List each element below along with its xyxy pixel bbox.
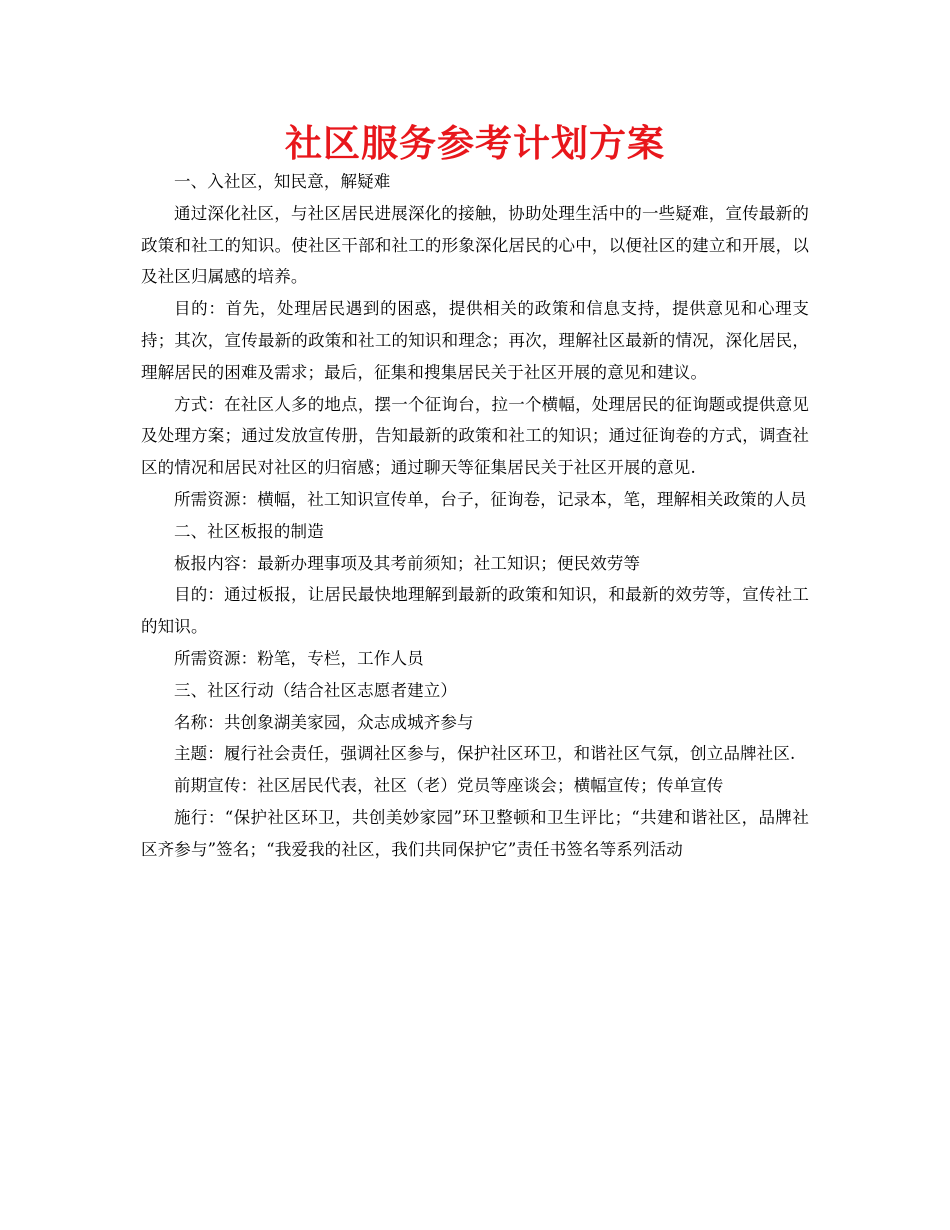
page-title: 社区服务参考计划方案 bbox=[285, 122, 665, 165]
paragraph-action-theme: 主题：履行社会责任，强调社区参与，保护社区环卫，和谐社区气氛，创立品牌社区. bbox=[174, 744, 796, 764]
paragraph-publicity: 前期宣传：社区居民代表，社区（老）党员等座谈会；横幅宣传；传单宣传 bbox=[174, 776, 724, 796]
section-heading-1: 一、入社区，知民意，解疑难 bbox=[174, 172, 391, 191]
paragraph-method: 方式：在社区人多的地点，摆一个征询台，拉一个横幅，处理居民的征询题或提供意见及处理方案；通过发放宣传册，告知最新的政策和社工的知识；通过征询卷的方式，调查社区的情况和居民对社区的归宿感；通过聊天等征集居民关于社区开展的意见. bbox=[141, 394, 809, 478]
paragraph-action-name: 名称：共创象湖美家园，众志成城齐参与 bbox=[174, 712, 474, 732]
paragraph-purpose: 目的：首先，处理居民遇到的困惑，提供相关的政策和信息支持，提供意见和心理支持；其次，宣传最新的政策和社工的知识和理念；再次，理解社区最新的情况，深化居民，理解居民的困难及需求；最后，征集和搜集居民关于社区开展的意见和建议。 bbox=[141, 299, 809, 382]
paragraph-resources: 所需资源：横幅，社工知识宣传单，台子，征询卷，记录本，笔，理解相关政策的人员 bbox=[174, 489, 807, 509]
document-body bbox=[141, 166, 809, 866]
section-heading-2: 二、社区板报的制造 bbox=[174, 521, 324, 541]
paragraph-intro: 通过深化社区，与社区居民进展深化的接触，协助处理生活中的一些疑难，宣传最新的政策和社工的知识。使社区干部和社工的形象深化居民的心中，以便社区的建立和开展，以及社区归属感的培养。 bbox=[141, 203, 809, 287]
paragraph-implementation: 施行：“保护社区环卫，共创美妙家园”环卫整顿和卫生评比；“共建和谐社区，品牌社区齐参与”签名；“我爱我的社区，我们共同保护它”责任书签名等系列活动 bbox=[141, 807, 809, 859]
paragraph-board-resources: 所需资源：粉笔，专栏，工作人员 bbox=[174, 648, 424, 668]
paragraph-board-content: 板报内容：最新办理事项及其考前须知；社工知识；便民效劳等 bbox=[174, 553, 641, 573]
section-heading-3: 三、社区行动（结合社区志愿者建立） bbox=[174, 680, 458, 700]
paragraph-board-purpose: 目的：通过板报，让居民最快地理解到最新的政策和知识，和最新的效劳等，宣传社工的知识。 bbox=[141, 585, 809, 637]
